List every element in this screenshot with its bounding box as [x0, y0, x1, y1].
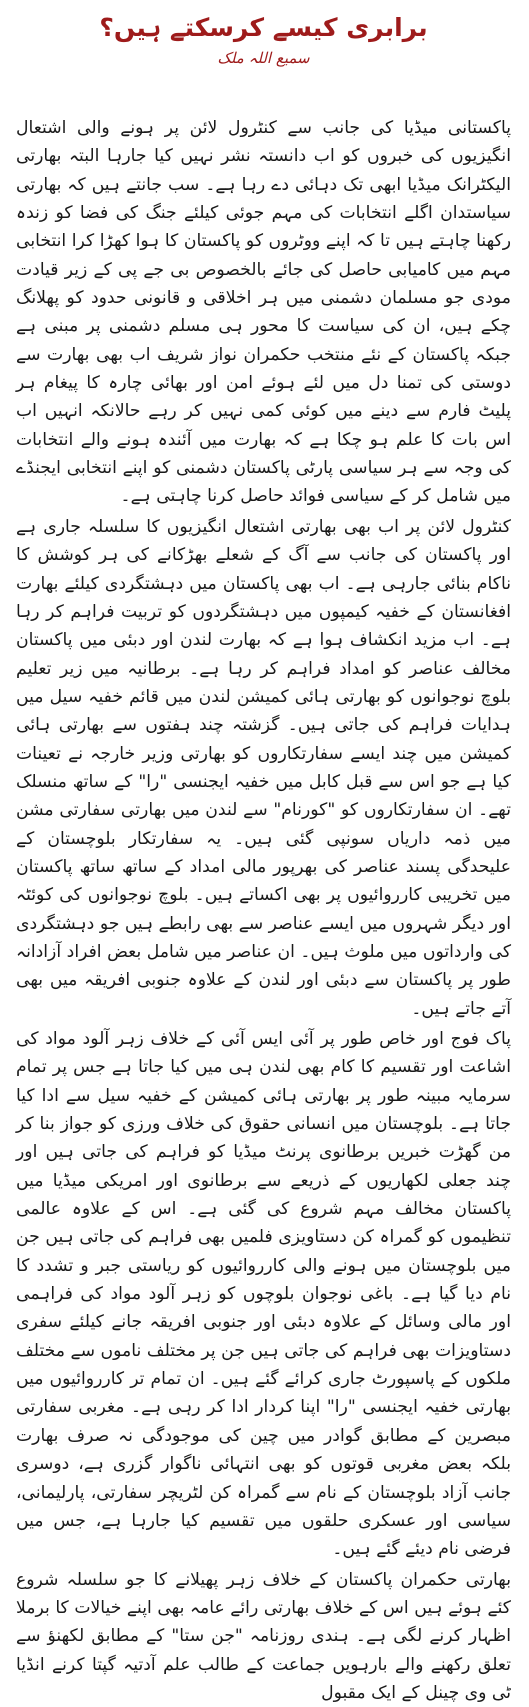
- article-paragraph-2: کنٹرول لائن پر اب بھی بھارتی اشتعال انگیزیوں کا سلسلہ جاری ہے اور پاکستان کی جانب سے آگ کے شعلے بھڑکانے کی ہر کوشش کا ناکام بنائی جارہی ہے۔ اب بھی پاکستان میں دہشتگردی کیلئے بھارت افغانستان کے خفیہ کیمپوں میں دہشتگردوں کو تربیت فراہم کر رہا ہے۔ اب مزید انکشاف ہوا ہے کہ بھارت لندن اور دبئی میں پاکستان مخالف عناصر کو امداد فراہم کر رہا ہے۔ برطانیہ میں زیر تعلیم بلوچ نوجوانوں کو بھارتی ہائی کمیشن لندن میں قائم خفیہ سیل میں ہدایات فراہم کی جاتی ہیں۔ گزشتہ چند ہفتوں سے بھارتی ہائی کمیشن میں چند ایسے سفارتکاروں کو بھارتی وزیر خارجہ نے تعینات کیا ہے جو اس سے قبل کابل میں خفیہ ایجنسی "را" کے ساتھ منسلک تھے۔ ان سفارتکاروں کو "کورنام" سے لندن میں بھارتی سفارتی مشن میں ذمہ داریاں سونپی گئی ہیں۔ یہ سفارتکار بلوچستان کے علیحدگی پسند عناصر کی بھرپور مالی امداد کے ساتھ ساتھ پاکستان میں تخریبی کارروائیوں پر بھی اکساتے ہیں۔ بلوچ نوجوانوں کی کوئٹہ اور دیگر شہروں میں ایسے عناصر سے بھی رابطے ہیں جو دہشتگردی کی وارداتوں میں ملوث ہیں۔ ان عناصر میں شامل بعض افراد آزادانہ طور پر پاکستان سے دبئی اور لندن کے علاوہ جنوبی افریقہ میں بھی آتے جاتے ہیں۔: [16, 516, 511, 1019]
- article-paragraph-3: پاک فوج اور خاص طور پر آئی ایس آئی کے خلاف زہر آلود مواد کی اشاعت اور تقسیم کا کام بھی لندن ہی میں کیا جاتا ہے جس پر تمام سرمایہ مبینہ طور پر بھارتی ہائی کمیشن کے خفیہ سیل سے ادا کیا جاتا ہے۔ بلوچستان میں انسانی حقوق کی خلاف ورزی کو جواز بنا کر من گھڑت خبریں برطانوی پرنٹ میڈیا کو فراہم کی جاتی ہیں اور چند جعلی لکھاریوں کے ذریعے سے برطانوی اور امریکی میڈیا میں پاکستان مخالف مہم شروع کی گئی ہے۔ اس کے علاوہ عالمی تنظیموں کو گمراہ کن دستاویزی فلمیں بھی فراہم کی جاتی ہیں جن میں بلوچستان میں ہونے والی کارروائیوں کو ریاستی جبر و تشدد کا نام دیا گیا ہے۔ باغی نوجوان بلوچوں کو زہر آلود مواد کی فراہمی اور مالی وسائل کے علاوہ دبئی اور جنوبی افریقہ جانے کیلئے سفری دستاویزات بھی فراہم کی جاتی ہیں جن پر مختلف ناموں سے مختلف ملکوں کے پاسپورٹ جاری کرائے گئے ہیں۔ ان تمام تر کارروائیوں میں بھارتی خفیہ ایجنسی "را" اپنا کردار ادا کر رہی ہے۔ مغربی سفارتی مبصرین کے مطابق گوادر میں چین کی موجودگی نہ صرف بھارت بلکہ بعض مغربی قوتوں کو بھی انتہائی ناگوار گزری ہے، دوسری جانب آزاد بلوچستان کے نام سے گمراہ کن لٹریچر سفارتی، پارلیمانی، سیاسی اور عسکری حلقوں میں تقسیم کیا جارہا ہے، جس میں فرضی نام دیئے گئے ہیں۔: [16, 1029, 511, 1560]
- title-spacer: [16, 74, 511, 114]
- article-paragraph-4: بھارتی حکمران پاکستان کے خلاف زہر پھیلانے کا جو سلسلہ شروع کئے ہوئے ہیں اس کے خلاف بھارتی رائے عامہ بھی اپنے خیالات کا برملا اظہار کرنے لگی ہے۔ ہندی روزنامہ "جن ستا" کے مطابق لکھنؤ سے تعلق رکھنے والے بارہویں جماعت کے طالب علم آدتیہ گپتا کرنے انڈیا ٹی وی چینل کے ایک مقبول: [16, 1569, 511, 1703]
- article-paragraph-1: پاکستانی میڈیا کی جانب سے کنٹرول لائن پر ہونے والی اشتعال انگیزیوں کی خبروں کو اب دانستہ نشر نہیں کیا جارہا البتہ بھارتی الیکٹرانک میڈیا ابھی تک دہائی دے رہا ہے۔ سب جانتے ہیں کہ بھارتی سیاستدان اگلے انتخابات کی مہم جوئی کیلئے جنگ کی فضا کو زندہ رکھنا چاہتے ہیں تا کہ اپنے ووٹروں کو پاکستان کا ہوا کھڑا کرا انتخابی مہم میں کامیابی حاصل کی جائے بالخصوص بی جے پی کے زیر قیادت مودی جو مسلمان دشمنی میں ہر اخلاقی و قانونی حدود کو پھلانگ چکے ہیں، ان کی سیاست کا محور ہی مسلم دشمنی پر مبنی ہے جبکہ پاکستان کے نئے منتخب حکمران نواز شریف اب بھی بھارت سے دوستی کی تمنا دل میں لئے ہوئے امن اور بھائی چارہ کا پیغام ہر پلیٹ فارم سے دینے میں کوئی کمی نہیں کر رہے حالانکہ انہیں اب اس بات کا علم ہو چکا ہے کہ بھارت میں آئندہ ہونے والے انتخابات کی وجہ سے ہر سیاسی پارٹی پاکستان دشمنی کو اپنے انتخابی ایجنڈے میں شامل کر کے سیاسی فوائد حاصل کرنا چاہتی ہے۔: [16, 118, 511, 507]
- article-body: [16, 114, 511, 1707]
- article-title: برابری کیسے کرسکتے ہیں؟: [99, 13, 428, 42]
- author-byline: سمیع اللہ ملک: [217, 49, 310, 67]
